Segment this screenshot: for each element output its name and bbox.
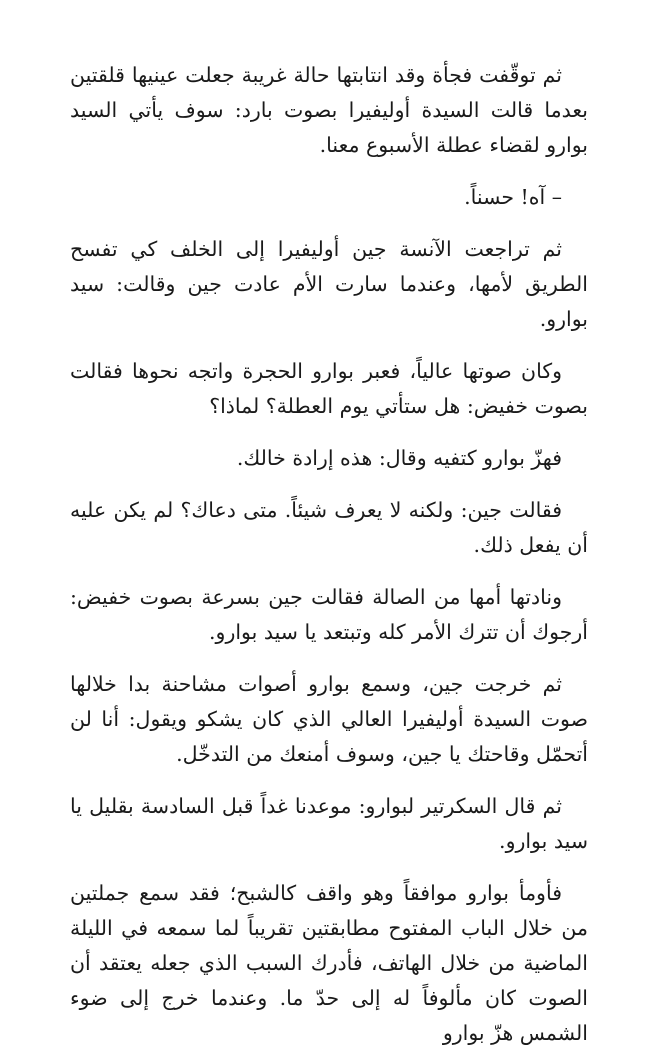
paragraph-5: فهزّ بوارو كتفيه وقال: هذه إرادة خالك. <box>236 446 562 470</box>
paragraph-10: فأومأ بوارو موافقاً وهو واقف كالشبح؛ فقد سمع جملتين من خلال الباب المفتوح مطابقتين تقريباً لما سمعه في الليلة الماضية من خلال الهاتف، فأدرك السبب الذي جعله يعتقد أن الصوت كان مألوفاً له إلى حدّ ما. وعندما خرج إلى ضوء الشمس هزّ بوارو <box>70 881 588 1045</box>
paragraph-8: ثم خرجت جين، وسمع بوارو أصوات مشاحنة بدا خلالها صوت السيدة أوليفيرا العالي الذي كان يشكو ويقول: أنا لن أتحمّل وقاحتك يا جين، وسوف أمنعك من التدخّل. <box>70 672 588 766</box>
paragraph-1: ثم توقّفت فجأة وقد انتابتها حالة غريبة جعلت عينيها قلقتين بعدما قالت السيدة أوليفيرا بصوت بارد: سوف يأتي السيد بوارو لقضاء عطلة الأسبوع معنا. <box>70 63 588 157</box>
paragraph-3: ثم تراجعت الآنسة جين أوليفيرا إلى الخلف كي تفسح الطريق لأمها، وعندما سارت الأم عادت جين وقالت: سيد بوارو. <box>70 237 588 331</box>
paragraph-4: وكان صوتها عالياً، فعبر بوارو الحجرة واتجه نحوها فقالت بصوت خفيض: هل ستأتي يوم العطلة؟ لماذا؟ <box>70 359 588 418</box>
paragraph-2: – آه! حسناً. <box>464 185 562 209</box>
paragraph-9: ثم قال السكرتير لبوارو: موعدنا غداً قبل السادسة بقليل يا سيد بوارو. <box>70 794 588 853</box>
book-page-text <box>70 58 588 1051</box>
paragraph-7: ونادتها أمها من الصالة فقالت جين بسرعة بصوت خفيض: أرجوك أن تترك الأمر كله وتبتعد يا سيد بوارو. <box>70 585 588 644</box>
paragraph-6: فقالت جين: ولكنه لا يعرف شيئاً. متى دعاك؟ لم يكن عليه أن يفعل ذلك. <box>70 498 588 557</box>
